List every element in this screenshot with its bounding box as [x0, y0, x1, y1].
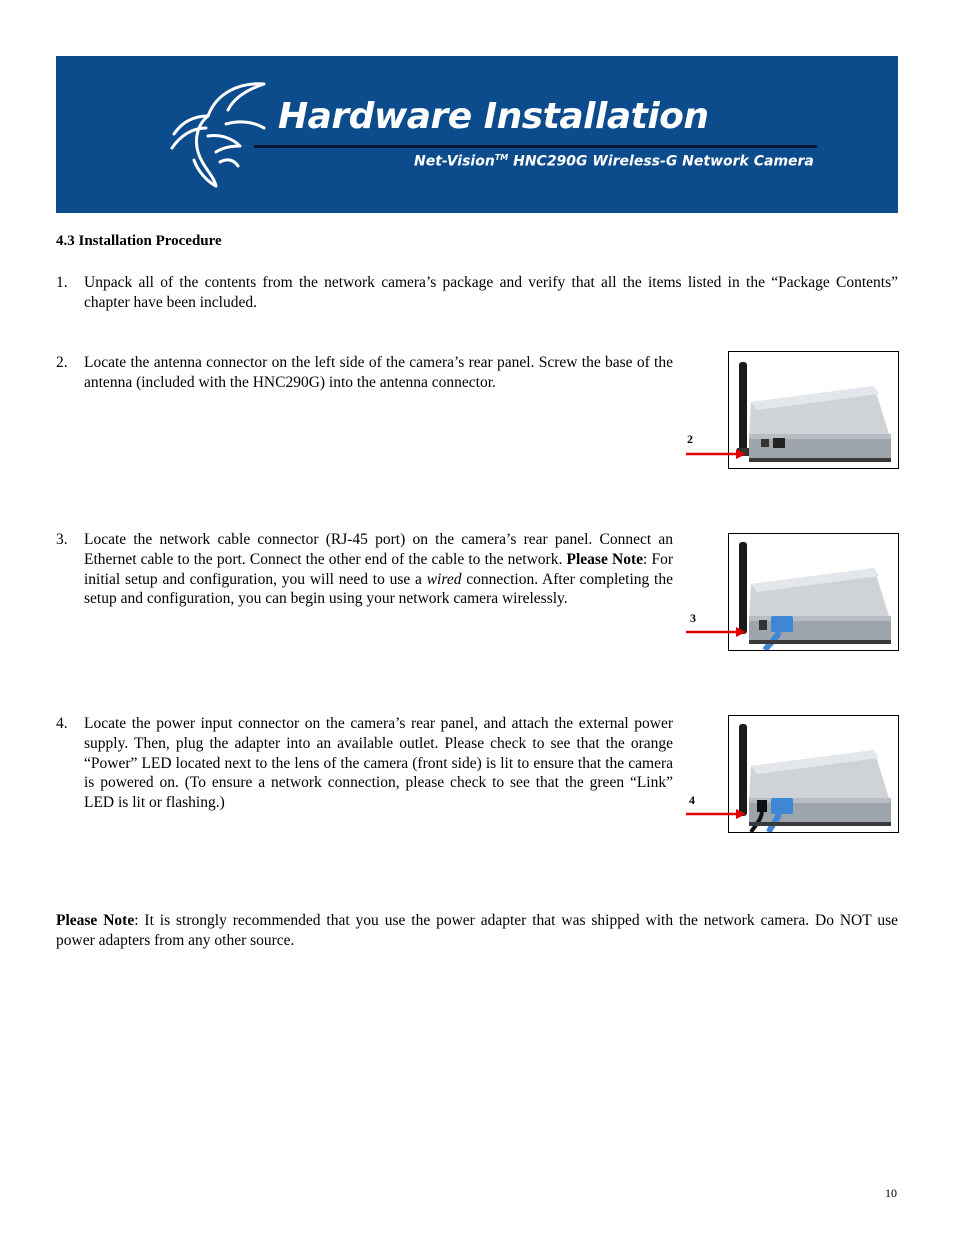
subtitle-model: HNC290G Wireless-G Network Camera [508, 153, 814, 170]
arrow-pointer-icon [686, 809, 746, 819]
power-adapter-note [56, 911, 898, 951]
step-text: Unpack all of the contents from the network camera’s package and verify that all the items listed in the “Package Contents” chapter have been included. [84, 274, 898, 311]
page-number: 10 [885, 1186, 897, 1200]
step-text-c: connection. After completing the setup and configuration, you can begin using your network camera wirelessly. [84, 570, 673, 608]
camera-photo-power [728, 715, 899, 833]
camera-photo-antenna [728, 351, 899, 469]
please-note-label: Please Note [56, 912, 135, 929]
camera-photo-ethernet [728, 533, 899, 651]
step-number: 2. [56, 354, 68, 371]
step-number: 3. [56, 531, 68, 548]
please-note-label: Please Note [566, 550, 643, 568]
banner-subtitle [414, 153, 814, 170]
banner-divider [254, 145, 817, 148]
step-number: 4. [56, 715, 68, 732]
section-heading: 4.3 Installation Procedure [56, 233, 222, 249]
subtitle-brand: Net-Vision [414, 153, 495, 170]
step-text-b: : For initial setup and configuration, you will need to use a [84, 550, 673, 588]
banner-title: Hardware Installation [278, 96, 709, 137]
eagle-logo-icon [168, 76, 278, 191]
callout-label-2: 2 [687, 432, 693, 446]
emphasis-text: wired [426, 570, 462, 588]
arrow-pointer-icon [686, 449, 746, 459]
header-banner [56, 56, 898, 213]
note-text: : It is strongly recommended that you use the power adapter that was shipped with the network camera. Do NOT use power adapters from any other source. [56, 912, 898, 949]
callout-label-3: 3 [690, 611, 696, 625]
trademark-mark: TM [494, 153, 509, 162]
step-text [84, 530, 673, 609]
arrow-pointer-icon [686, 627, 746, 637]
step-text-a: Locate the network cable connector (RJ-45 port) on the camera’s rear panel. Connect an Ethernet cable to the port. Connect the other end of the cable to the network. [84, 531, 673, 568]
callout-label-4: 4 [689, 793, 695, 807]
step-text: Locate the power input connector on the camera’s rear panel, and attach the external power supply. Then, plug the adapter into an available outlet. Please check to see that the orange “Power” LED located next to the lens of the camera (front side) is lit to ensure that the camera is powered on. (To ensure a network connection, please check to see that the green “Link” LED is lit or flashing.) [84, 715, 673, 812]
step-text: Locate the antenna connector on the left side of the camera’s rear panel. Screw the base of the antenna (included with the HNC290G) into the antenna connector. [84, 354, 673, 391]
step-number: 1. [56, 274, 68, 291]
